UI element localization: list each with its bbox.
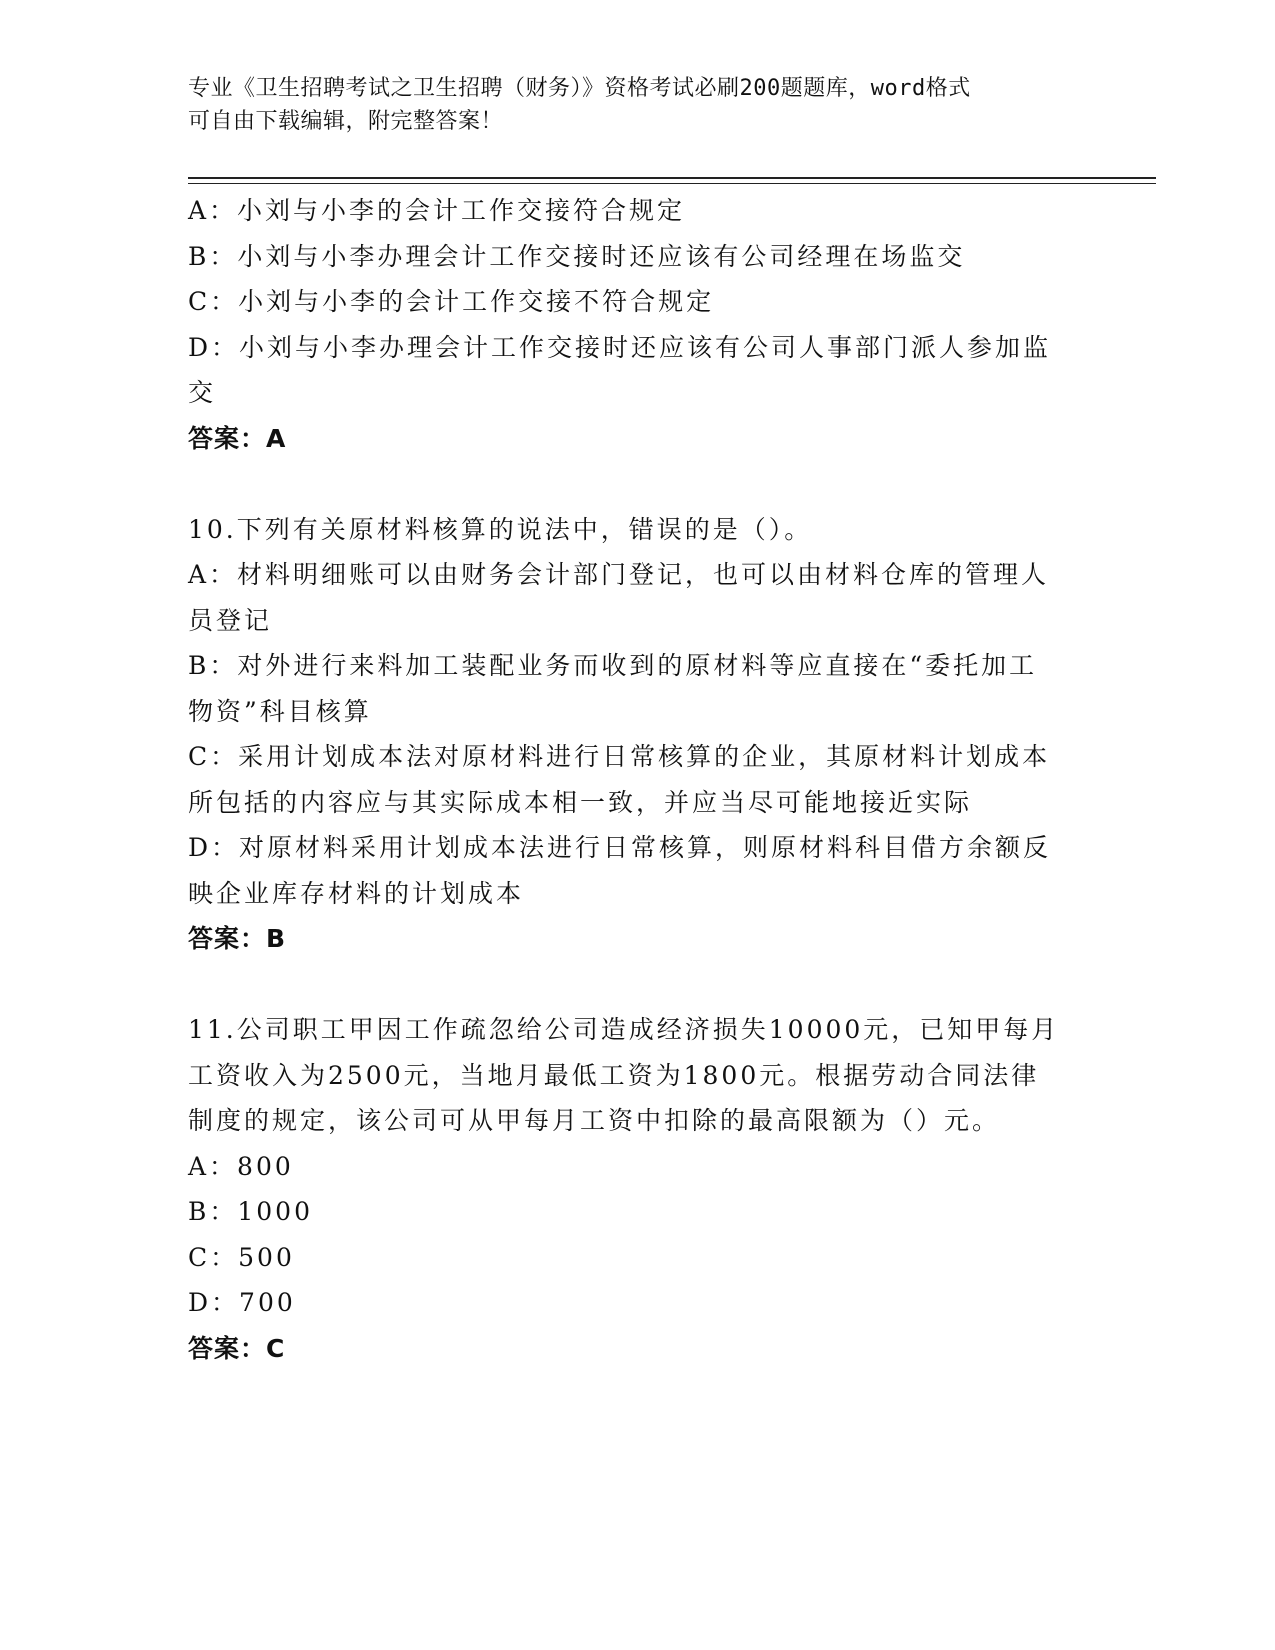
q9-option-d-line-2: 交 bbox=[188, 378, 217, 407]
q10-question: 10.下列有关原材料核算的说法中，错误的是（）。 bbox=[188, 514, 813, 544]
question-content bbox=[188, 188, 1088, 1371]
q10-option-c-line-1: C：采用计划成本法对原材料进行日常核算的企业，其原材料计划成本 bbox=[188, 742, 1051, 771]
q11-question-line-3: 制度的规定，该公司可从甲每月工资中扣除的最高限额为（）元。 bbox=[188, 1106, 1001, 1135]
q10-option-b-line-2: 物资”科目核算 bbox=[188, 696, 372, 726]
header-line-1: 专业《卫生招聘考试之卫生招聘（财务）》资格考试必刷200题题库，word格式 bbox=[188, 76, 971, 101]
q9-option-c: C：小刘与小李的会计工作交接不符合规定 bbox=[188, 287, 715, 316]
q10-option-b-line-1: B：对外进行来料加工装配业务而收到的原材料等应直接在“委托加工 bbox=[188, 651, 1038, 680]
q10-answer: 答案：B bbox=[188, 924, 287, 953]
q10-option-a-line-1: A：材料明细账可以由财务会计部门登记，也可以由材料仓库的管理人 bbox=[188, 560, 1050, 589]
question-9-block bbox=[188, 188, 1088, 461]
question-11-block bbox=[188, 1007, 1088, 1371]
q10-option-c-line-2: 所包括的内容应与其实际成本相一致，并应当尽可能地接近实际 bbox=[188, 787, 973, 817]
q9-answer: 答案：A bbox=[188, 423, 287, 453]
header-divider-thick bbox=[188, 177, 1156, 179]
header-line-2: 可自由下载编辑，附完整答案！ bbox=[188, 109, 504, 134]
header-divider-thin bbox=[188, 183, 1156, 184]
q10-option-d-line-2: 映企业库存材料的计划成本 bbox=[188, 878, 525, 908]
spacer bbox=[188, 962, 1088, 1008]
spacer bbox=[188, 461, 1088, 507]
q10-option-a-line-2: 员登记 bbox=[188, 605, 273, 635]
q11-question-line-1: 11.公司职工甲因工作疏忽给公司造成经济损失10000元，已知甲每月 bbox=[188, 1015, 1060, 1044]
q11-option-c: C：500 bbox=[188, 1242, 295, 1272]
q11-question-line-2: 工资收入为2500元，当地月最低工资为1800元。根据劳动合同法律 bbox=[188, 1060, 1040, 1090]
question-10-block bbox=[188, 507, 1088, 962]
q11-option-a: A：800 bbox=[188, 1151, 294, 1181]
q11-option-b: B：1000 bbox=[188, 1197, 313, 1226]
q11-option-d: D：700 bbox=[188, 1288, 296, 1317]
q9-option-a: A：小刘与小李的会计工作交接符合规定 bbox=[188, 196, 686, 225]
q10-option-d-line-1: D：对原材料采用计划成本法进行日常核算，则原材料科目借方余额反 bbox=[188, 833, 1052, 862]
q9-option-b: B：小刘与小李办理会计工作交接时还应该有公司经理在场监交 bbox=[188, 241, 966, 271]
q9-option-d-line-1: D：小刘与小李办理会计工作交接时还应该有公司人事部门派人参加监 bbox=[188, 332, 1052, 362]
document-header bbox=[188, 72, 1088, 138]
q11-answer: 答案：C bbox=[188, 1333, 286, 1363]
